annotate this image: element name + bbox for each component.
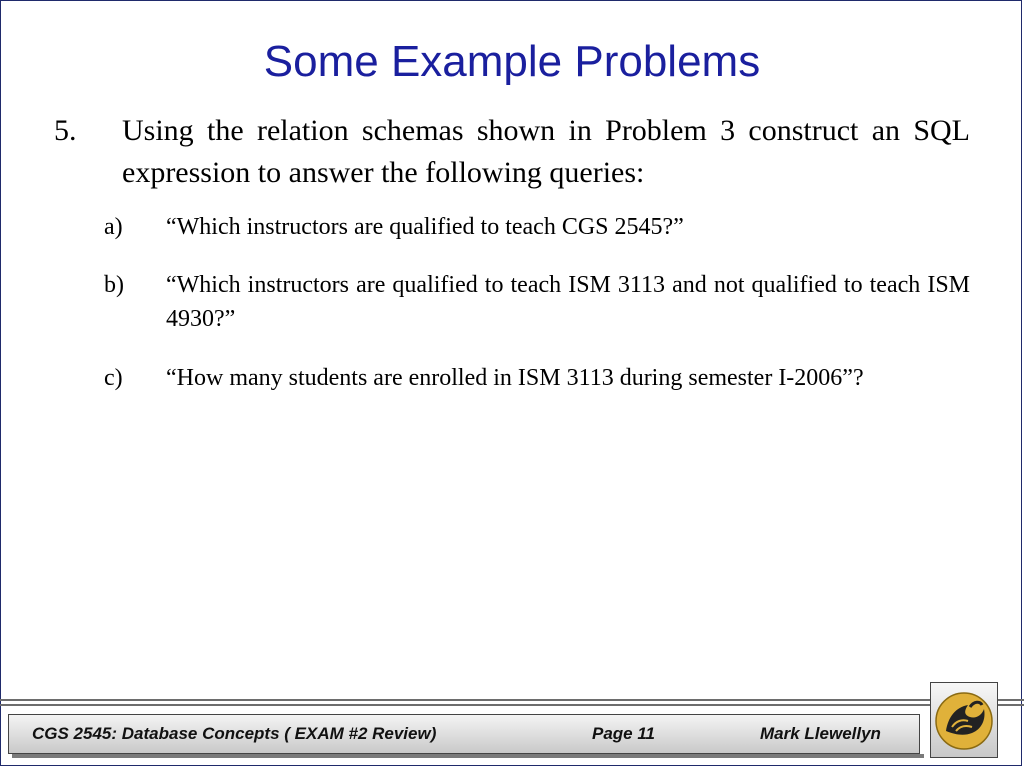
problem-text: Using the relation schemas shown in Problem 3 construct an SQL expression to answer the following queries: xyxy=(122,114,970,189)
query-text: “Which instructors are qualified to teach CGS 2545?” xyxy=(166,214,684,240)
footer-shadow xyxy=(12,754,924,758)
footer-page-number: Page 11 xyxy=(592,724,656,743)
query-letter: b) xyxy=(104,272,124,298)
query-item-c xyxy=(104,361,970,395)
query-letter: a) xyxy=(104,214,123,240)
footer-author: Mark Llewellyn xyxy=(760,724,881,743)
logo-box xyxy=(930,682,998,758)
query-text: “How many students are enrolled in ISM 3113 during semester I-2006”? xyxy=(166,365,864,391)
query-item-b xyxy=(104,268,970,336)
query-letter: c) xyxy=(104,365,123,391)
footer-course: CGS 2545: Database Concepts ( EXAM #2 Review) xyxy=(32,724,437,743)
query-text: “Which instructors are qualified to teach ISM 3113 and not qualified to teach ISM 4930?” xyxy=(166,272,970,332)
slide-title: Some Example Problems xyxy=(263,37,761,86)
problem-5 xyxy=(54,110,970,194)
footer-divider xyxy=(0,699,1024,713)
ucf-pegasus-logo-icon xyxy=(934,691,994,751)
problem-number: 5. xyxy=(54,114,77,147)
query-item-a xyxy=(104,210,970,244)
